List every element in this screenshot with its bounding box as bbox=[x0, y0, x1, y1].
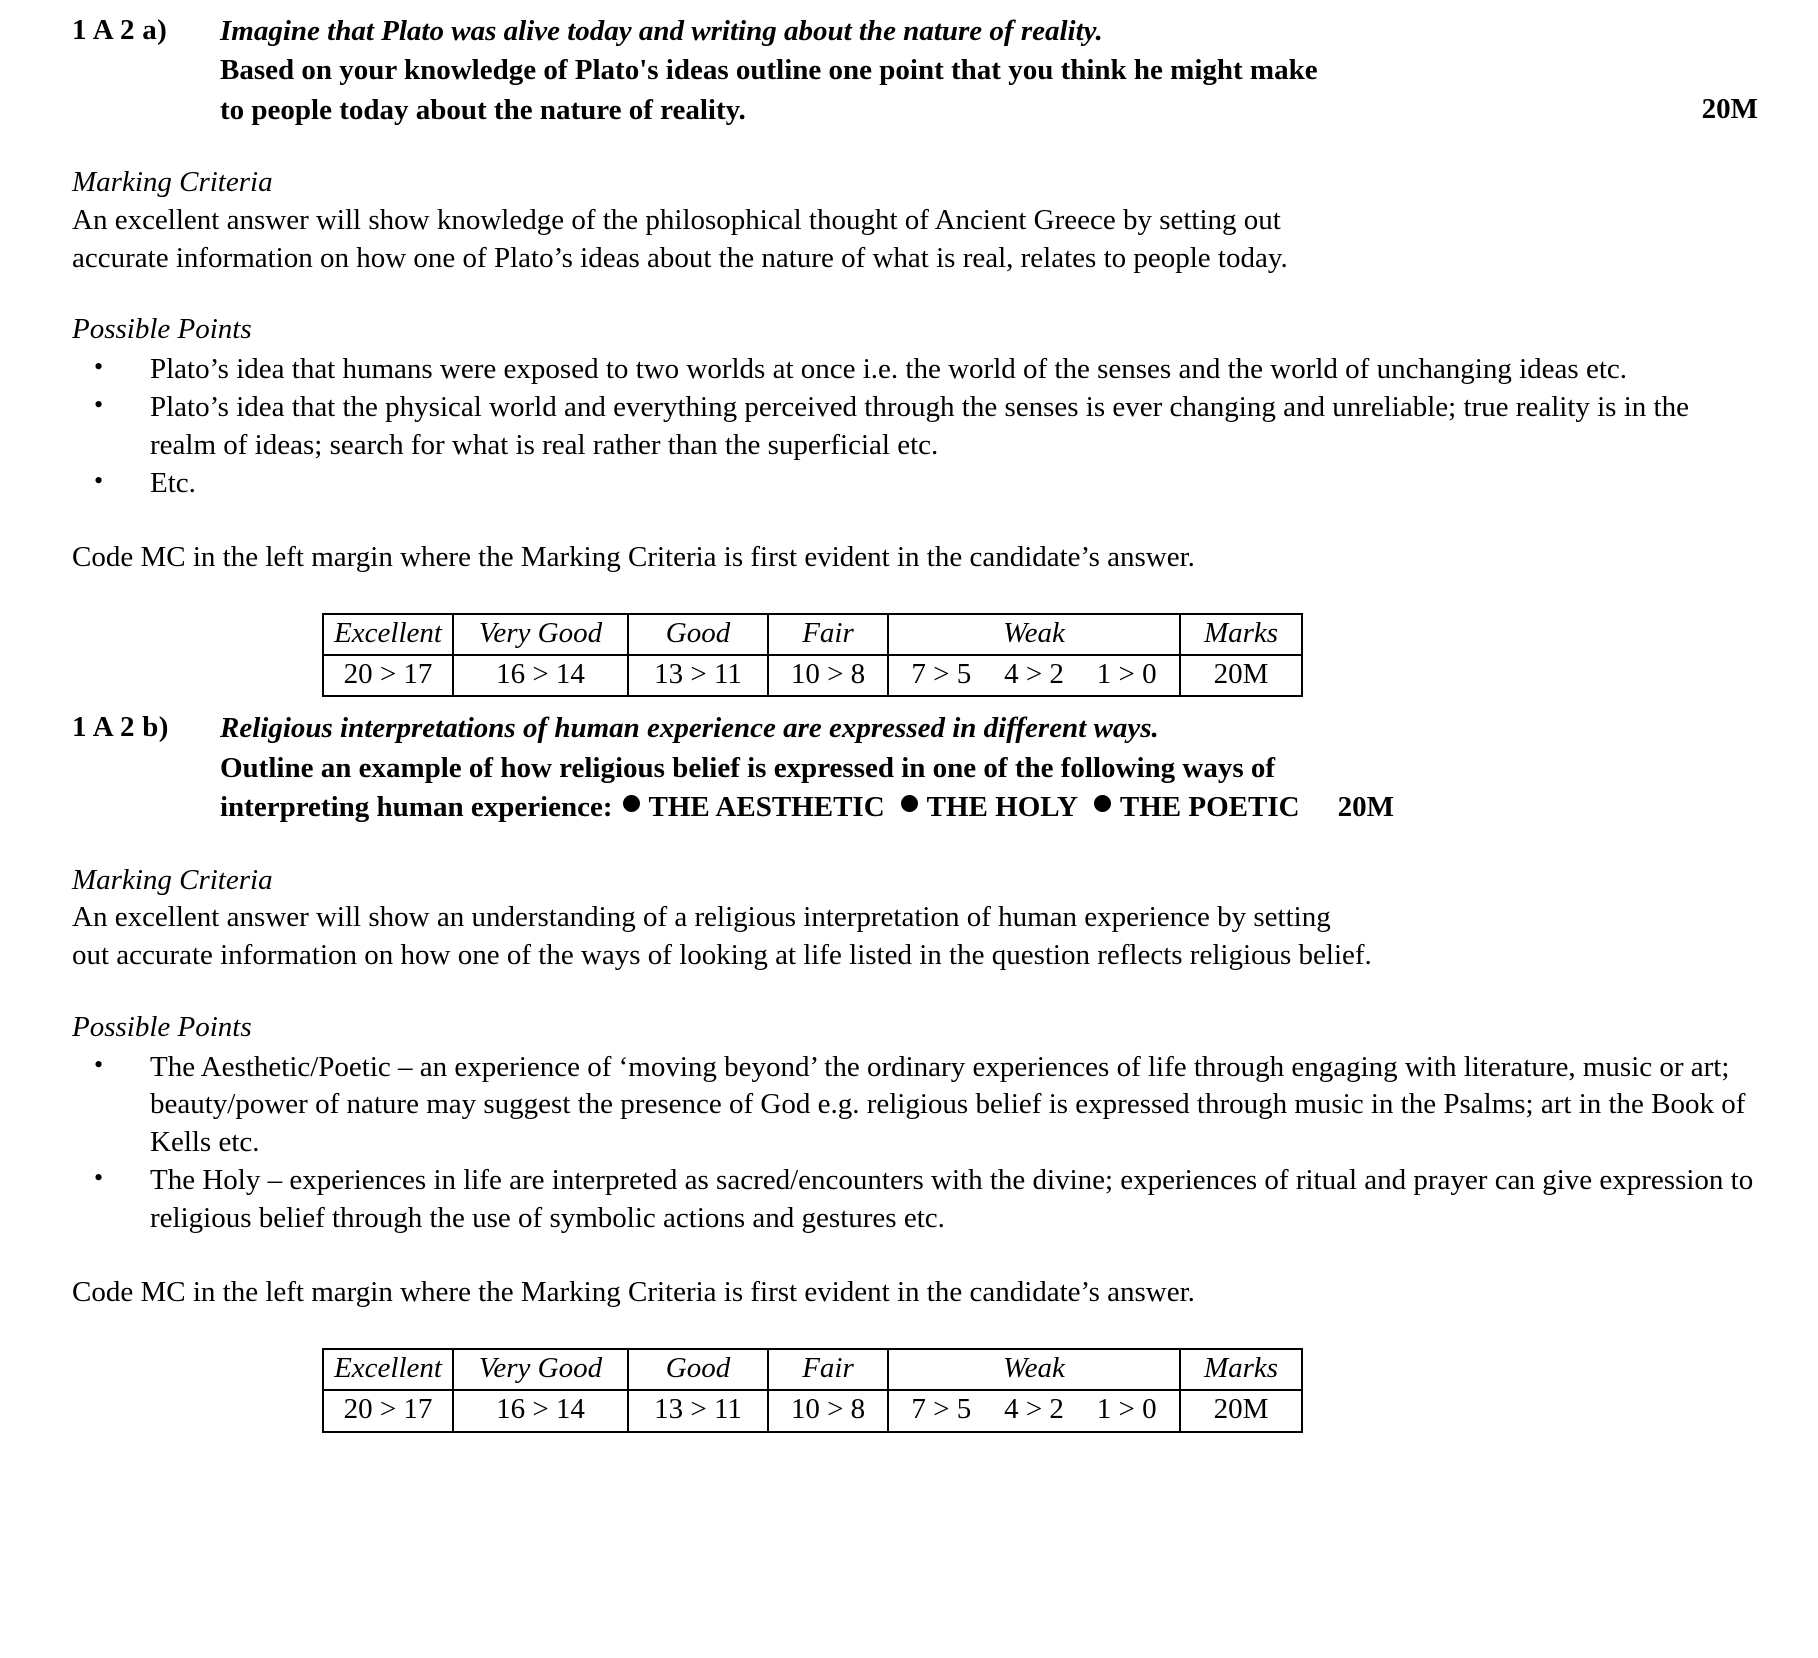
table-row bbox=[323, 614, 1302, 655]
q1-marking-criteria-heading: Marking Criteria bbox=[72, 166, 273, 199]
table-row bbox=[323, 1349, 1302, 1390]
spacer bbox=[72, 577, 1758, 613]
grade-value-marks: 20M bbox=[1180, 655, 1302, 696]
grade-value-very-good: 16 > 14 bbox=[453, 655, 628, 696]
list-item: • Plato’s idea that humans were exposed to two worlds at once i.e. the world of the senses and the world of unchanging ideas etc. bbox=[72, 351, 1758, 389]
q2-marking-criteria-heading: Marking Criteria bbox=[72, 863, 273, 896]
q1-code-note: Code MC in the left margin where the Marking Criteria is first evident in the candidate’s answer. bbox=[72, 541, 1195, 573]
grade-value-good: 13 > 11 bbox=[628, 1390, 768, 1431]
question-1a2b-label: 1 A 2 b) bbox=[72, 711, 169, 744]
grade-value-weak bbox=[888, 1390, 1180, 1431]
grade-table bbox=[322, 1348, 1303, 1433]
q2-possible-points-heading: Possible Points bbox=[72, 1010, 252, 1043]
q2-possible-points-list bbox=[72, 1049, 1758, 1239]
q1-marking-criteria-line1: An excellent answer will show knowledge of the philosophical thought of Ancient Greece by setting out bbox=[72, 204, 1281, 236]
question-1a2b-marks: 20M bbox=[1337, 791, 1394, 824]
grade-header-marks: Marks bbox=[1180, 1349, 1302, 1390]
option-bullet-icon bbox=[901, 795, 918, 812]
grade-value-weak-2: 4 > 2 bbox=[1004, 658, 1064, 691]
grade-header-good: Good bbox=[628, 1349, 768, 1390]
spacer bbox=[72, 1238, 1758, 1274]
grade-value-weak-3: 1 > 0 bbox=[1096, 658, 1157, 691]
table-row bbox=[323, 655, 1302, 696]
grade-value-marks: 20M bbox=[1180, 1390, 1302, 1431]
grade-value-excellent: 20 > 17 bbox=[323, 1390, 453, 1431]
grade-value-fair: 10 > 8 bbox=[768, 1390, 888, 1431]
grade-value-weak-2: 4 > 2 bbox=[1004, 1393, 1064, 1426]
question-1a2a bbox=[72, 12, 1758, 130]
grade-value-weak-1: 7 > 5 bbox=[911, 1393, 972, 1426]
grade-table bbox=[322, 613, 1303, 698]
q1-grade-table-wrap bbox=[72, 613, 1758, 698]
list-item: • Plato’s idea that the physical world and everything perceived through the senses is ever changing and unreliable; true reality is in the realm of ideas; search for what is real rather than the superficial etc. bbox=[72, 389, 1758, 465]
question-1a2b-line1: Religious interpretations of human experience are expressed in different ways. bbox=[220, 712, 1159, 745]
question-1a2b-line3 bbox=[220, 788, 1758, 827]
q2-marking-criteria-line1: An excellent answer will show an understanding of a religious interpretation of human experience by setting bbox=[72, 901, 1331, 934]
option-bullet-icon bbox=[1094, 795, 1111, 812]
grade-value-excellent: 20 > 17 bbox=[323, 655, 453, 696]
grade-value-very-good: 16 > 14 bbox=[453, 1390, 628, 1431]
question-option-aesthetic: THE AESTHETIC bbox=[648, 791, 885, 824]
q2-marking-criteria-line2: out accurate information on how one of the ways of looking at life listed in the question reflects religious belief. bbox=[72, 939, 1372, 972]
grade-header-marks: Marks bbox=[1180, 614, 1302, 655]
question-1a2b-line2: Outline an example of how religious belief is expressed in one of the following ways of bbox=[220, 751, 1276, 784]
q2-grade-table-wrap bbox=[72, 1348, 1758, 1433]
grade-header-excellent: Excellent bbox=[323, 1349, 453, 1390]
grade-header-fair: Fair bbox=[768, 614, 888, 655]
grade-value-weak-1: 7 > 5 bbox=[911, 658, 972, 691]
grade-header-weak: Weak bbox=[888, 1349, 1180, 1390]
grade-value-weak bbox=[888, 655, 1180, 696]
option-bullet-icon bbox=[623, 795, 640, 812]
question-1a2b-body bbox=[220, 709, 1758, 827]
question-1a2b bbox=[72, 709, 1758, 827]
grade-header-fair: Fair bbox=[768, 1349, 888, 1390]
q2-code-note: Code MC in the left margin where the Marking Criteria is first evident in the candidate’s answer. bbox=[72, 1276, 1195, 1309]
question-1a2a-label: 1 A 2 a) bbox=[72, 14, 168, 46]
list-item: • The Aesthetic/Poetic – an experience of ‘moving beyond’ the ordinary experiences of life through engaging with literature, music or art; beauty/power of nature may suggest the presence of God e.g. religious belief is expressed through music in the Psalms; art in the Book of Kells etc. bbox=[72, 1049, 1758, 1163]
question-1a2a-line2: Based on your knowledge of Plato's ideas outline one point that you think he might make bbox=[220, 54, 1318, 87]
question-1a2a-line3: to people today about the nature of reality. bbox=[220, 93, 746, 126]
list-item: • Etc. bbox=[72, 465, 1758, 503]
q1-marking-criteria-line2: accurate information on how one of Plato’s ideas about the nature of what is real, relates to people today. bbox=[72, 241, 1288, 274]
q1-possible-points-heading: Possible Points bbox=[72, 313, 252, 346]
spacer bbox=[72, 1312, 1758, 1348]
grade-header-very-good: Very Good bbox=[453, 1349, 628, 1390]
grade-header-weak: Weak bbox=[888, 614, 1180, 655]
grade-value-good: 13 > 11 bbox=[628, 655, 768, 696]
question-1a2a-body bbox=[220, 12, 1758, 130]
question-option-holy: THE HOLY bbox=[926, 791, 1078, 824]
question-1a2b-line3-prefix: interpreting human experience: bbox=[220, 791, 613, 824]
grade-header-excellent: Excellent bbox=[323, 614, 453, 655]
grade-header-very-good: Very Good bbox=[453, 614, 628, 655]
q1-possible-points-list bbox=[72, 351, 1758, 503]
question-option-poetic: THE POETIC bbox=[1119, 791, 1300, 824]
question-1a2a-marks: 20M bbox=[1701, 92, 1758, 125]
spacer bbox=[72, 503, 1758, 539]
question-1a2a-line1: Imagine that Plato was alive today and writing about the nature of reality. bbox=[220, 15, 1103, 47]
list-item: • The Holy – experiences in life are interpreted as sacred/encounters with the divine; experiences of ritual and prayer can give expression to religious belief through the use of symbolic actions and gestures etc. bbox=[72, 1162, 1758, 1238]
grade-value-weak-3: 1 > 0 bbox=[1096, 1393, 1157, 1426]
grade-header-good: Good bbox=[628, 614, 768, 655]
grade-value-fair: 10 > 8 bbox=[768, 655, 888, 696]
table-row bbox=[323, 1390, 1302, 1431]
